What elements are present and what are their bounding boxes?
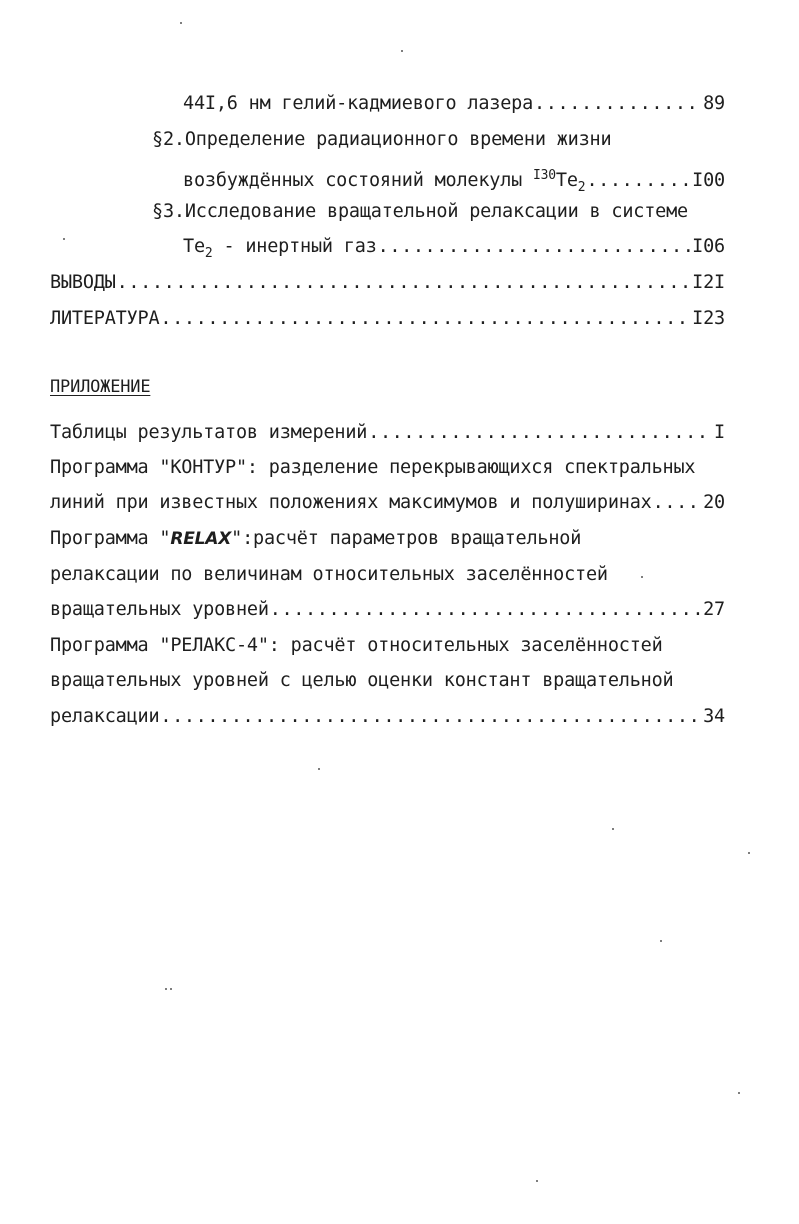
molecule-symbol: Te: [183, 236, 205, 257]
toc-entry-laser-page: 89: [703, 93, 725, 114]
toc-literature-text: ЛИТЕРАТУРА: [50, 308, 160, 329]
scan-speck: [641, 576, 643, 578]
toc-entry-laser: [183, 92, 725, 116]
scan-speck: [748, 852, 750, 854]
appendix-relaks4-page: 34: [703, 706, 725, 727]
appendix-tables-text: Таблицы результатов измерений: [50, 422, 368, 443]
relax-handwritten-name: RELAX: [170, 529, 232, 549]
molecule-subscript: 2: [577, 180, 586, 195]
appendix-relaks4-line2: вращательных уровней с целью оценки констант вращательной: [50, 670, 674, 691]
dot-leader: [368, 421, 713, 445]
appendix-relaks4-text: релаксации: [50, 706, 160, 727]
appendix-heading: ПРИЛОЖЕНИЕ: [50, 377, 151, 397]
dot-leader: [378, 235, 692, 259]
scan-speck: [738, 1092, 740, 1094]
appendix-relax-line3: [50, 598, 725, 622]
toc-conclusions-text: ВЫВОДЫ: [50, 272, 116, 293]
appendix-relax-line2: релаксации по величинам относительных заселённостей: [50, 564, 608, 585]
dot-leader: [160, 307, 691, 331]
toc-entry-laser-text: 44I,6 нм гелий-кадмиевого лазера: [183, 93, 534, 114]
toc-section-3-continuation: [183, 235, 725, 266]
toc-conclusions: [50, 271, 725, 295]
toc-section-3-page: I06: [692, 236, 725, 257]
appendix-relax-line1: Программа "RELAX":расчёт параметров вращательной: [50, 528, 582, 549]
scan-speck: [170, 988, 172, 990]
toc-conclusions-page: I2I: [692, 272, 725, 293]
toc-literature-page: I23: [692, 308, 725, 329]
scan-speck: [63, 238, 65, 240]
appendix-relax-text: вращательных уровней: [50, 599, 269, 620]
appendix-relax-page: 27: [703, 599, 725, 620]
appendix-tables: [50, 421, 725, 445]
toc-section-2-title: §2.Определение радиационного времени жизни: [152, 129, 612, 150]
toc-section-3-title: §3.Исследование вращательной релаксации в системе: [152, 201, 688, 222]
appendix-kontur-text: линий при известных положениях максимумов и полуширинах: [50, 492, 652, 513]
scan-speck: [165, 988, 167, 990]
scan-speck: [318, 768, 320, 770]
toc-section-2-text: возбуждённых состояний молекулы $^{I30}Te_2$: [183, 168, 586, 195]
appendix-kontur-page: 20: [703, 492, 725, 513]
scan-speck: [660, 940, 662, 942]
scan-speck: [612, 828, 614, 830]
appendix-tables-page: I: [714, 422, 725, 443]
toc-literature: [50, 307, 725, 331]
appendix-relaks4-line1: Программа "РЕЛАКС-4": расчёт относительных заселённостей: [50, 635, 663, 656]
molecule-symbol: Te: [555, 170, 578, 191]
dot-leader: [653, 491, 703, 515]
scan-speck: [401, 50, 403, 52]
isotope-superscript: I30: [533, 168, 556, 183]
dot-leader: [117, 271, 692, 295]
appendix-kontur-line2: [50, 491, 725, 515]
dot-leader: [586, 169, 691, 193]
toc-section-2-continuation: [183, 164, 725, 200]
scan-speck: [536, 1180, 538, 1182]
dot-leader: [160, 705, 702, 729]
molecule-subscript: 2: [204, 246, 213, 261]
dot-leader: [270, 598, 702, 622]
appendix-relaks4-line3: [50, 705, 725, 729]
toc-section-3-text: $Te_2$ - инертный газ: [183, 236, 377, 261]
scan-speck: [180, 22, 182, 24]
toc-section-2-page: I00: [692, 170, 725, 191]
appendix-kontur-line1: Программа "КОНТУР": разделение перекрывающихся спектральных: [50, 457, 696, 478]
dot-leader: [534, 92, 702, 116]
